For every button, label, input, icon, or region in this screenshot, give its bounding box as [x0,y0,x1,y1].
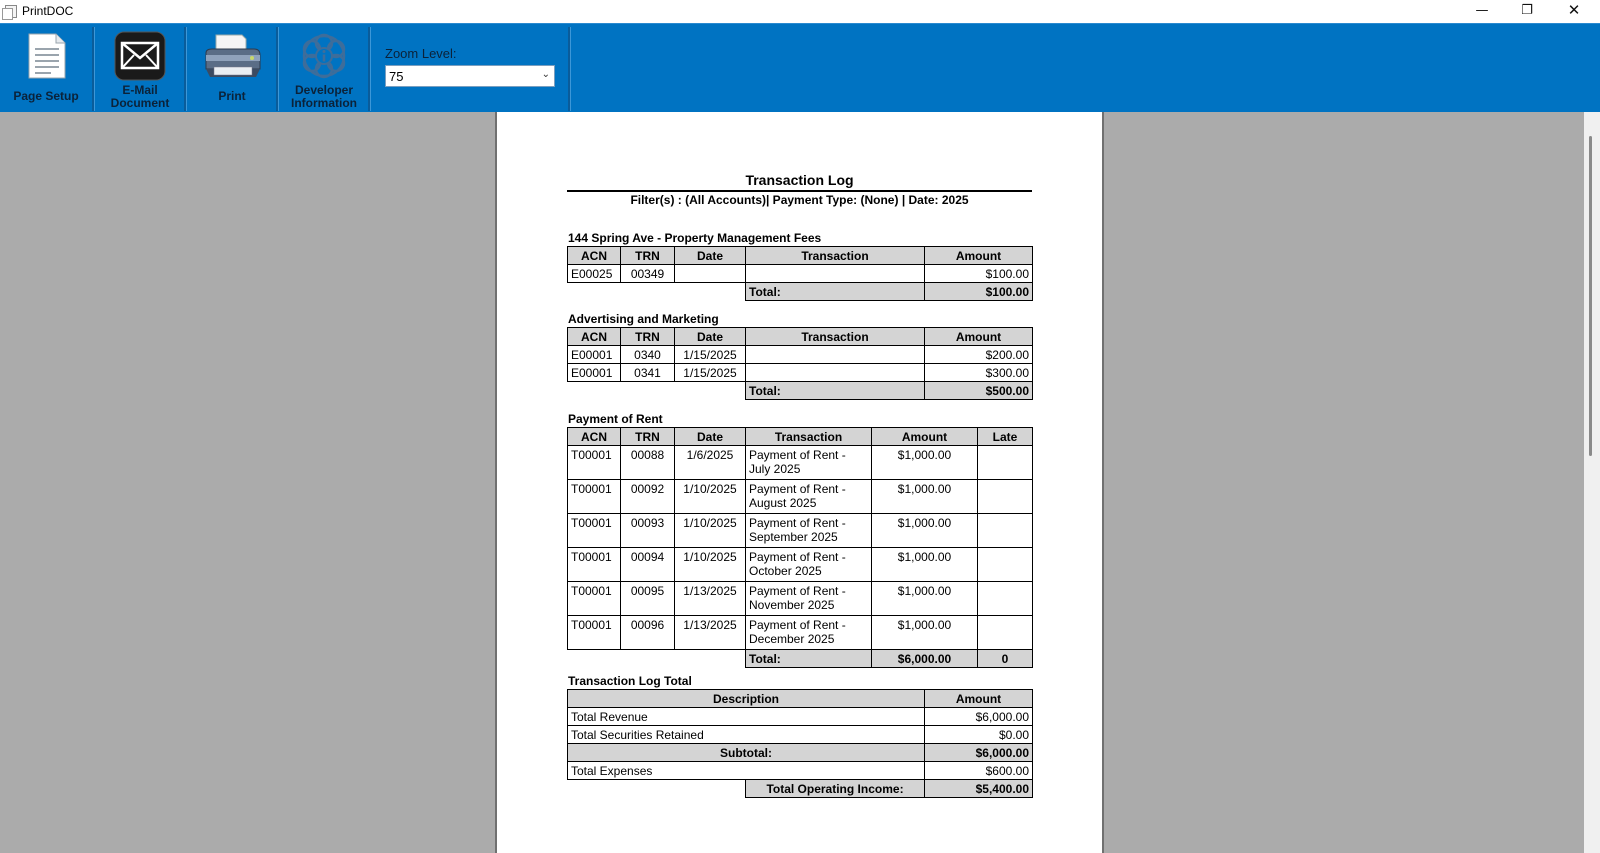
email-label-line1: E-Mail [122,83,158,97]
zoom-level-select[interactable] [385,65,555,87]
cell-transaction: Payment of Rent - October 2025 [746,548,872,582]
cell-amount: $1,000.00 [872,446,978,480]
column-header: Amount [925,690,1033,708]
cell-transaction: Payment of Rent - August 2025 [746,480,872,514]
app-icon [5,5,17,18]
total-label: Total: [746,283,925,301]
summary-amount: $600.00 [925,762,1033,780]
cell-late [978,582,1033,616]
cell-acn: E00001 [568,346,621,364]
cell-trn: 00095 [621,582,675,616]
cell-trn: 00093 [621,514,675,548]
total-amount: $500.00 [925,382,1033,400]
report-title: Transaction Log [745,172,854,188]
cell-late [978,548,1033,582]
cell-trn: 00092 [621,480,675,514]
summary-label: Total Securities Retained [568,726,925,744]
rent-table [567,427,1033,668]
column-header: Description [568,690,925,708]
table-row [568,762,1033,780]
column-header: TRN [621,247,675,265]
cell-date: 1/6/2025 [675,446,746,480]
email-document-button[interactable] [96,27,186,111]
column-header: Amount [925,247,1033,265]
title-bar [0,0,1600,23]
cell-acn: T00001 [568,480,621,514]
table-row [568,708,1033,726]
cell-date: 1/10/2025 [675,514,746,548]
column-header: Amount [872,428,978,446]
cell-amount: $1,000.00 [872,514,978,548]
section-title: Payment of Rent [568,412,663,426]
report-page [495,112,1104,853]
total-amount: $6,000.00 [872,650,978,668]
table-header-row [568,247,1033,265]
printer-icon [202,33,264,81]
cell-amount: $1,000.00 [872,548,978,582]
window-title: PrintDOC [22,4,74,18]
cell-acn: T00001 [568,514,621,548]
summary-table [567,689,1033,798]
cell-trn: 00349 [621,265,675,283]
operating-income-label: Total Operating Income: [746,780,925,798]
cell-amount: $300.00 [925,364,1033,382]
column-header: Transaction [746,247,925,265]
table-row [568,480,1033,514]
cell-acn: E00001 [568,364,621,382]
cell-transaction: Payment of Rent - September 2025 [746,514,872,548]
table-row [568,582,1033,616]
column-header: Date [675,247,746,265]
column-header: TRN [621,328,675,346]
cell-transaction: Payment of Rent - December 2025 [746,616,872,650]
section-title: 144 Spring Ave - Property Management Fees [568,231,822,245]
subtotal-amount: $6,000.00 [925,744,1033,762]
table-header-row [568,428,1033,446]
cell-date [675,265,746,283]
total-amount: $100.00 [925,283,1033,301]
table-row [568,364,1033,382]
table-row [568,265,1033,283]
cell-trn: 00096 [621,616,675,650]
table-row [568,616,1033,650]
cell-trn: 00094 [621,548,675,582]
vertical-scrollbar[interactable] [1584,112,1600,853]
table-header-row [568,328,1033,346]
info-icon [297,31,351,81]
column-header: Transaction [746,328,925,346]
cell-late [978,446,1033,480]
cell-date: 1/15/2025 [675,364,746,382]
total-row [568,283,1033,301]
column-header: ACN [568,328,621,346]
cell-transaction [746,364,925,382]
column-header: ACN [568,247,621,265]
section-table [567,327,1033,400]
cell-date: 1/13/2025 [675,616,746,650]
close-button[interactable]: ✕ [1567,1,1581,19]
cell-amount: $100.00 [925,265,1033,283]
zoom-level-label: Zoom Level: [385,46,457,61]
column-header: Date [675,328,746,346]
total-row [568,382,1033,400]
table-row [568,446,1033,480]
table-row [568,346,1033,364]
summary-amount: $6,000.00 [925,708,1033,726]
chevron-down-icon[interactable]: ⌄ [541,69,550,80]
cell-late [978,616,1033,650]
page-setup-button[interactable] [0,27,94,111]
cell-acn: T00001 [568,616,621,650]
cell-date: 1/10/2025 [675,480,746,514]
cell-trn: 00088 [621,446,675,480]
total-row [568,650,1033,668]
cell-amount: $1,000.00 [872,616,978,650]
cell-amount: $1,000.00 [872,582,978,616]
developer-label-line1: Developer [294,83,354,97]
summary-label: Total Revenue [568,708,925,726]
total-label: Total: [746,382,925,400]
table-header-row [568,690,1033,708]
cell-transaction [746,346,925,364]
column-header: Late [978,428,1033,446]
document-icon [26,32,68,80]
cell-date: 1/10/2025 [675,548,746,582]
cell-late [978,514,1033,548]
toolbar [0,23,1600,112]
developer-label-line2: Information [291,96,357,110]
summary-amount: $0.00 [925,726,1033,744]
cell-amount: $1,000.00 [872,480,978,514]
cell-trn: 0340 [621,346,675,364]
zoom-group [372,27,570,111]
column-header: Amount [925,328,1033,346]
maximize-button[interactable]: ❐ [1521,3,1533,18]
cell-transaction [746,265,925,283]
table-row [568,726,1033,744]
print-button[interactable] [188,27,278,111]
table-row [568,514,1033,548]
minimize-button[interactable]: — [1475,3,1489,18]
email-label-line2: Document [110,96,170,110]
subtotal-label: Subtotal: [568,744,925,762]
operating-income-amount: $5,400.00 [925,780,1033,798]
email-icon [114,31,166,81]
total-label: Total: [746,650,872,668]
cell-acn: E00025 [568,265,621,283]
cell-amount: $200.00 [925,346,1033,364]
operating-income-row [568,780,1033,798]
report-filter: Filter(s) : (All Accounts)| Payment Type: (None) | Date: 2025 [630,193,969,207]
cell-trn: 0341 [621,364,675,382]
column-header: Date [675,428,746,446]
cell-transaction: Payment of Rent - November 2025 [746,582,872,616]
subtotal-row [568,744,1033,762]
column-header: TRN [621,428,675,446]
table-row [568,548,1033,582]
page-setup-label: Page Setup [13,89,79,103]
column-header: ACN [568,428,621,446]
zoom-level-value: 75 [389,69,404,84]
summary-title: Transaction Log Total [568,674,692,688]
developer-information-button[interactable] [280,27,370,111]
cell-transaction: Payment of Rent - July 2025 [746,446,872,480]
print-label: Print [218,89,246,103]
cell-late [978,480,1033,514]
cell-date: 1/15/2025 [675,346,746,364]
cell-date: 1/13/2025 [675,582,746,616]
column-header: Transaction [746,428,872,446]
cell-acn: T00001 [568,582,621,616]
cell-acn: T00001 [568,548,621,582]
section-table [567,246,1033,301]
section-title: Advertising and Marketing [568,312,719,326]
late-total: 0 [978,650,1033,668]
title-divider [567,190,1032,192]
cell-acn: T00001 [568,446,621,480]
scrollbar-thumb[interactable] [1589,136,1592,456]
summary-label: Total Expenses [568,762,925,780]
